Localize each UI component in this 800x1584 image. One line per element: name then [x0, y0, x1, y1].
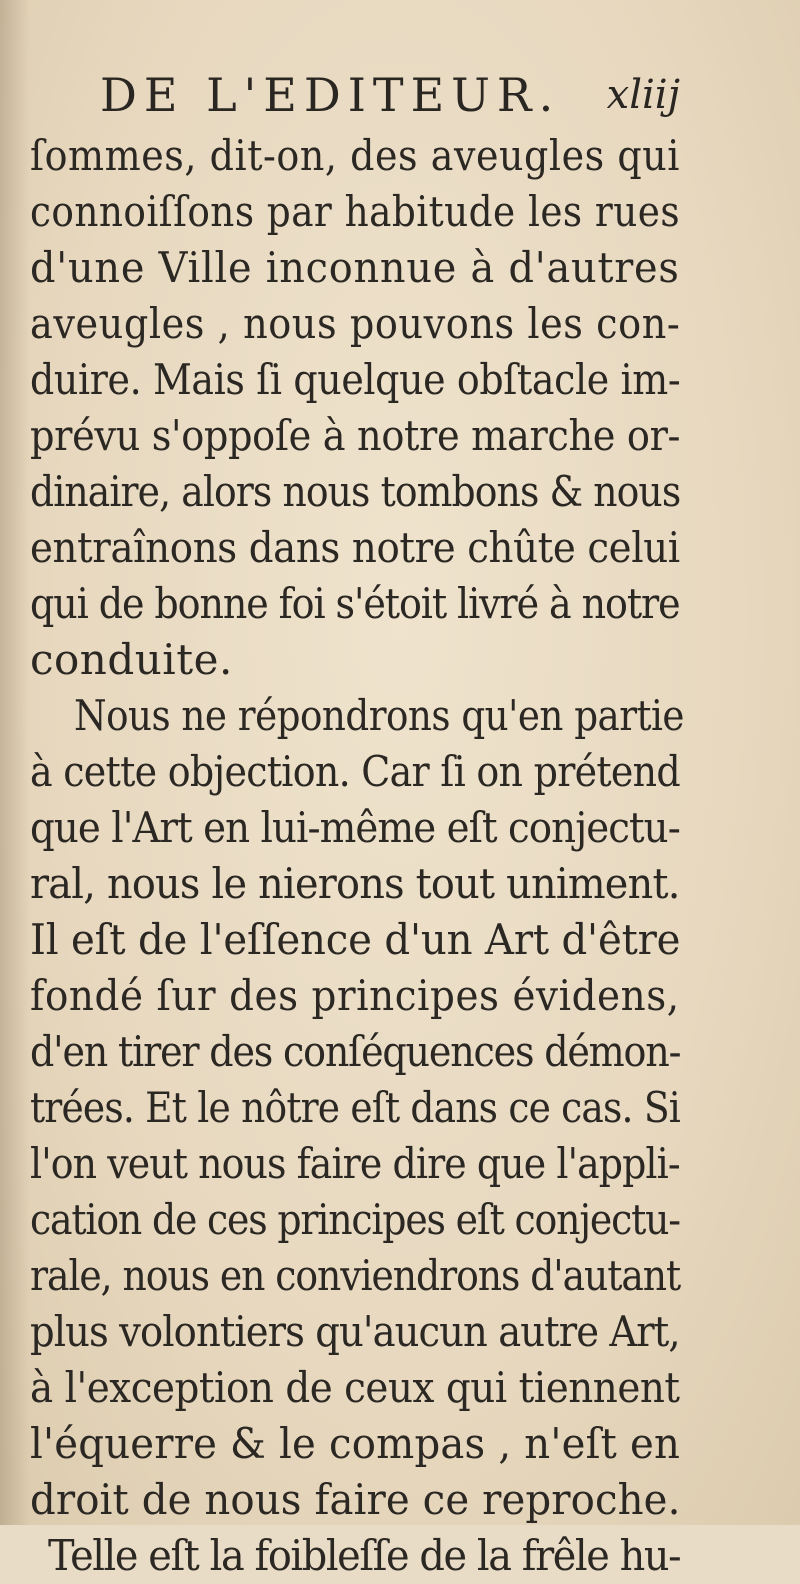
text-line: ſommes, dit-on, des aveugles qui — [30, 131, 680, 180]
text-line: d'en tirer des conſéquences démon- — [30, 1027, 681, 1076]
text-line: à cette objection. Car ſi on prétend — [30, 747, 680, 796]
text-line: conduite. — [30, 635, 233, 684]
page-header — [100, 70, 700, 130]
text-line: qui de bonne foi s'étoit livré à notre — [30, 579, 680, 628]
text-line: l'équerre & le compas , n'eſt en — [30, 1419, 681, 1468]
text-line: prévu s'oppoſe à notre marche or- — [30, 411, 681, 460]
text-line: cation de ces principes eſt conjectu- — [30, 1195, 680, 1244]
text-line: l'on veut nous faire dire que l'appli- — [30, 1139, 680, 1188]
running-head: DE L'EDITEUR. — [100, 68, 561, 122]
page-edge-shadow — [0, 0, 30, 1525]
text-line: plus volontiers qu'aucun autre Art, — [30, 1307, 680, 1356]
page-number: xliij — [606, 72, 680, 118]
text-line: Nous ne répondrons qu'en partie — [74, 691, 684, 740]
text-line: trées. Et le nôtre eſt dans ce cas. Si — [30, 1083, 681, 1132]
text-line: ral, nous le nierons tout uniment. — [30, 859, 680, 908]
text-line: aveugles , nous pouvons les con- — [30, 299, 681, 348]
text-line: à l'exception de ceux qui tiennent — [30, 1363, 680, 1412]
text-line: connoiſſons par habitude les rues — [30, 187, 680, 236]
text-line: dinaire, alors nous tombons & nous — [30, 467, 681, 516]
text-line: droit de nous faire ce reproche. — [30, 1475, 681, 1524]
text-line: Il eſt de l'eſſence d'un Art d'être — [30, 915, 681, 964]
text-line: fondé ſur des principes évidens, — [30, 971, 680, 1020]
text-line: rale, nous en conviendrons d'autant — [30, 1251, 681, 1300]
text-line: que l'Art en lui-même eſt conjectu- — [30, 803, 680, 852]
text-line: d'une Ville inconnue à d'autres — [30, 243, 680, 292]
text-line: Telle eſt la foibleſſe de la frêle hu- — [48, 1531, 681, 1580]
text-line: entraînons dans notre chûte celui — [30, 523, 680, 572]
text-line: duire. Mais ſi quelque obſtacle im- — [30, 355, 681, 404]
